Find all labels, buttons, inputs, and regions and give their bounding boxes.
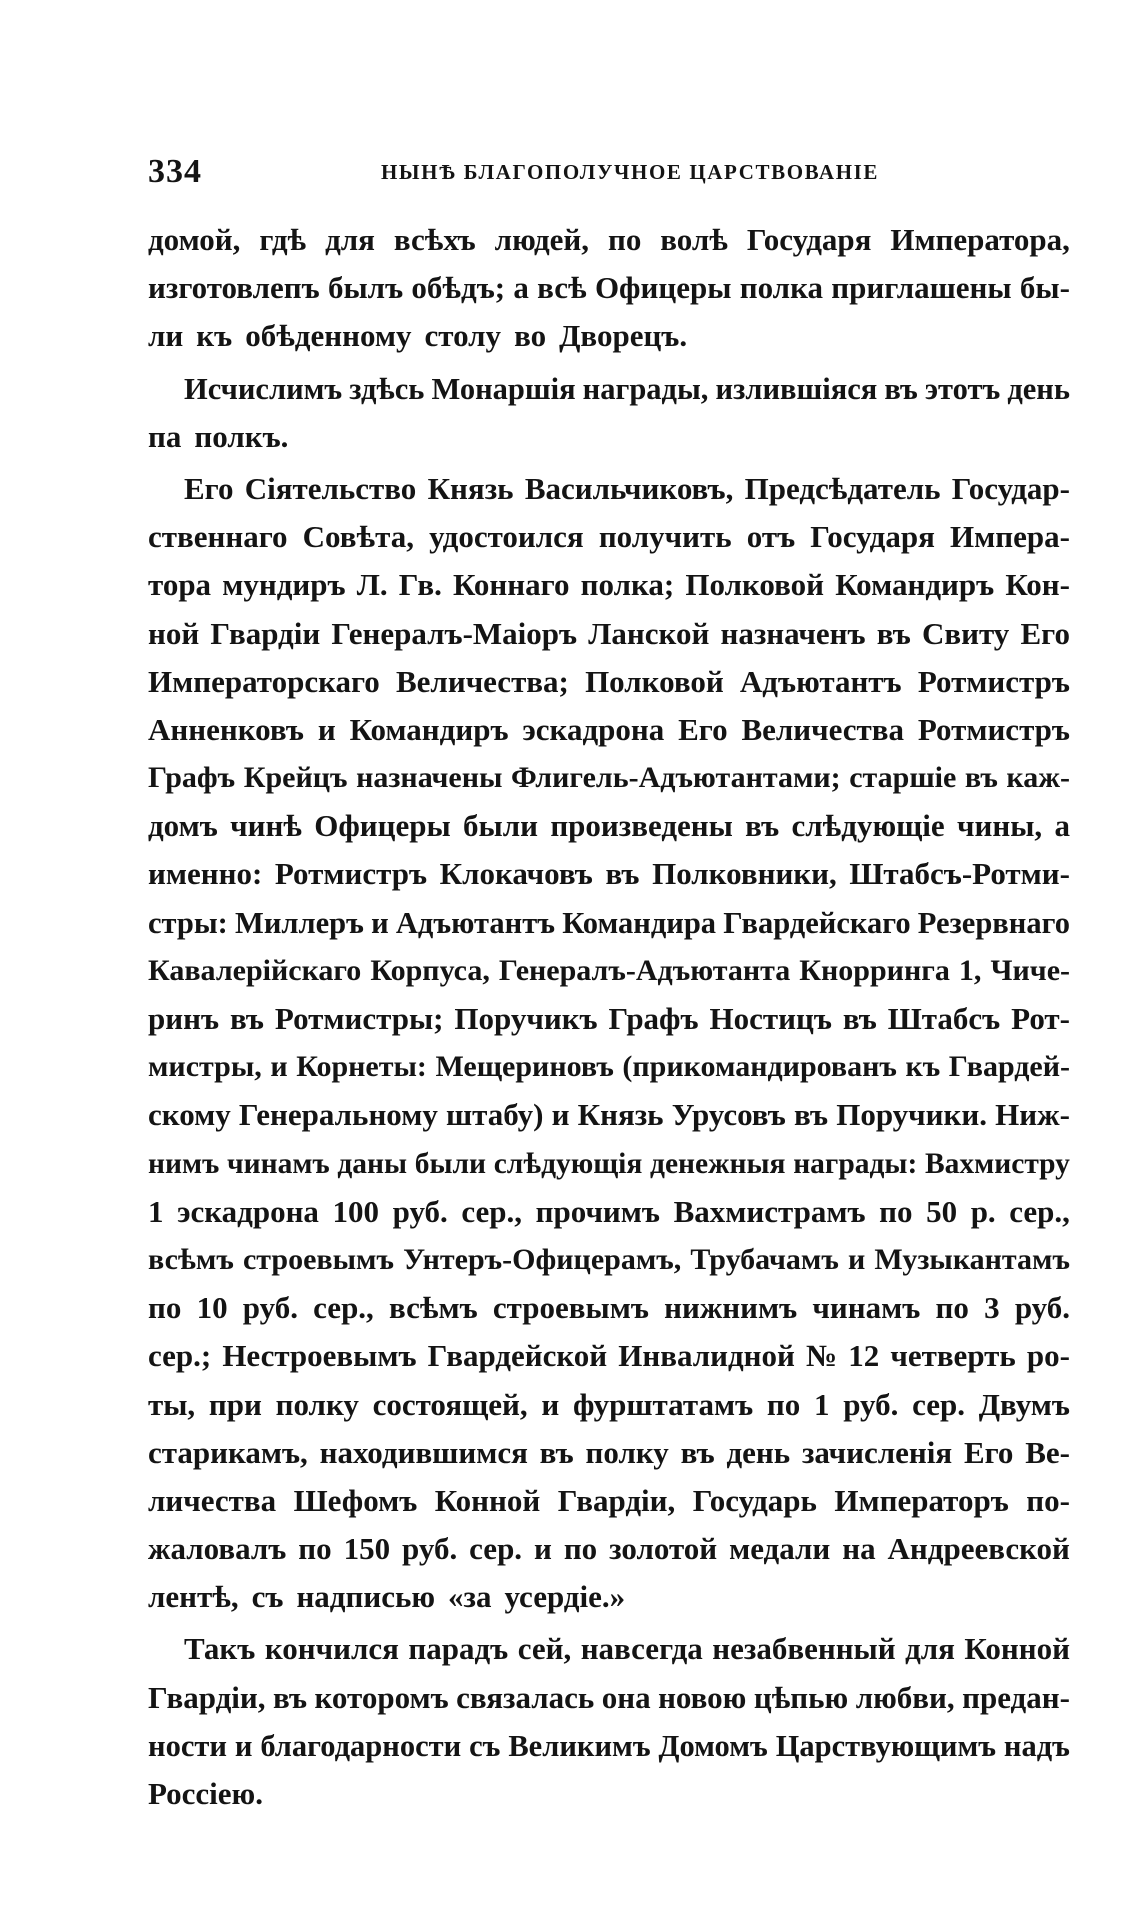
word: состоящей,: [372, 1386, 528, 1422]
word: Двумъ: [978, 1386, 1070, 1422]
word: Штабсъ-Ротми-: [849, 856, 1070, 892]
text-line-25: [148, 1381, 1070, 1429]
word: любви,: [855, 1679, 955, 1715]
word: Офицеры: [594, 270, 732, 306]
word: съ: [251, 1579, 284, 1615]
word: Трубачамъ: [690, 1242, 839, 1276]
word: въ: [794, 1097, 829, 1133]
word: полку: [585, 1434, 669, 1470]
word: Князь: [577, 1097, 664, 1133]
word: надъ: [1003, 1728, 1070, 1763]
word: Коннаго: [453, 567, 570, 603]
word: кончился: [264, 1631, 399, 1667]
word: чины,: [957, 808, 1043, 844]
word: 12: [848, 1338, 880, 1374]
word: цѣпью: [753, 1679, 849, 1715]
word: награды,: [582, 371, 709, 406]
word: къ: [905, 1050, 941, 1084]
word: Генеральному: [238, 1097, 438, 1133]
text-line-18: [148, 1043, 1070, 1091]
word: Гвардей-: [948, 1050, 1070, 1084]
word: по: [563, 1531, 598, 1567]
word: къ: [196, 318, 233, 354]
word: руб.: [402, 1531, 458, 1567]
word: Государя: [810, 519, 935, 555]
word: награды:: [793, 1147, 918, 1180]
word: медали: [729, 1531, 831, 1567]
text-line-32: [148, 1722, 1070, 1770]
text-line-5: [148, 413, 1070, 461]
word: 100: [332, 1193, 380, 1229]
word: Его: [678, 711, 728, 747]
word: 1: [813, 1386, 830, 1422]
word: Ротмистръ: [274, 856, 428, 892]
word: усердіе.»: [504, 1579, 626, 1615]
word: находившимся: [319, 1434, 528, 1470]
word: строевымъ: [492, 1290, 649, 1326]
word: въ: [745, 808, 780, 844]
word: Адъютантъ: [395, 905, 555, 940]
word: Конной: [434, 1482, 541, 1518]
word: и: [234, 1728, 253, 1763]
word: были: [414, 1147, 487, 1180]
word: домъ: [148, 808, 218, 844]
word: 50: [926, 1193, 958, 1229]
word: по: [879, 1193, 913, 1229]
word: этотъ: [924, 371, 1001, 406]
word: при: [208, 1386, 262, 1422]
word: 1: [148, 1193, 164, 1229]
text-line-13: [148, 802, 1070, 850]
text-line-28: [148, 1525, 1070, 1573]
text-line-9: [148, 610, 1070, 658]
word: назначены: [356, 761, 503, 795]
word: въ: [680, 1434, 715, 1470]
word: по: [935, 1290, 969, 1326]
text-line-8: [148, 561, 1070, 609]
word: Кон-: [1005, 567, 1070, 603]
word: отъ: [746, 519, 796, 555]
word: Генералъ-Адъютанта: [498, 953, 791, 987]
word: въ: [605, 856, 640, 892]
word: ринъ: [148, 1001, 220, 1036]
word: въ: [964, 761, 998, 795]
word: (прикомандированъ: [622, 1050, 897, 1084]
word: Инвалидной: [618, 1338, 795, 1374]
word: всѣмъ: [389, 1290, 478, 1326]
word: въ: [842, 1001, 877, 1036]
word: ро-: [1026, 1338, 1070, 1374]
word: во: [514, 318, 547, 354]
word: сер.: [469, 1531, 523, 1567]
word: даны: [337, 1147, 408, 1180]
text-line-21: [148, 1188, 1070, 1236]
word: изготовлепъ: [148, 270, 320, 306]
word: Вахмистру: [924, 1147, 1070, 1180]
word: надписью: [296, 1579, 436, 1615]
word: стры:: [148, 905, 228, 940]
word: эскадрона: [177, 1193, 319, 1229]
word: Андреевской: [887, 1531, 1070, 1567]
word: Его: [963, 1434, 1014, 1470]
word: 1,: [958, 953, 982, 987]
word: па: [148, 418, 182, 454]
word: и: [270, 1050, 288, 1084]
word: въ: [272, 1679, 308, 1715]
word: чинамъ: [812, 1290, 921, 1326]
word: былъ: [327, 270, 404, 306]
word: Шефомъ: [293, 1482, 418, 1518]
word: Унтеръ-Офицерамъ,: [403, 1242, 682, 1276]
word: ности: [148, 1728, 227, 1763]
word: а: [1054, 808, 1070, 844]
word: Гвардіи,: [148, 1679, 266, 1715]
word: Россіею.: [148, 1776, 263, 1811]
word: четверть: [890, 1338, 1016, 1374]
word: и: [551, 1097, 570, 1133]
word: строевымъ: [242, 1242, 394, 1276]
word: слѣдующія: [493, 1147, 643, 1180]
word: всѣ: [537, 270, 587, 306]
text-line-14: [148, 850, 1070, 898]
text-line-31: [148, 1674, 1070, 1722]
word: бы-: [1019, 270, 1070, 306]
word: Флигель-Адъютантами;: [510, 761, 841, 795]
word: мистры,: [148, 1050, 262, 1084]
word: Государь: [692, 1482, 817, 1518]
word: Музыкантамъ: [874, 1242, 1070, 1276]
word: Офицеры: [314, 808, 451, 844]
text-line-15: [148, 899, 1070, 947]
word: Полковники,: [652, 856, 837, 892]
word: Ротмистръ: [917, 711, 1070, 747]
word: обѣдъ;: [411, 270, 506, 306]
word: Гвардіи: [210, 615, 321, 651]
word: Исчислимъ: [184, 371, 343, 406]
word: столу: [424, 318, 502, 354]
word: Командиръ: [349, 711, 509, 747]
word: всѣмъ: [148, 1242, 234, 1276]
word: Гвардейскаго: [723, 905, 911, 940]
word: людей,: [494, 222, 590, 257]
word: Л.: [356, 567, 388, 603]
word: скому: [148, 1097, 231, 1133]
word: Великимъ: [508, 1728, 651, 1763]
word: зачисленія: [801, 1434, 953, 1470]
word: полка;: [580, 567, 675, 603]
text-line-12: [148, 754, 1070, 802]
word: ли: [148, 318, 184, 354]
word: получить: [598, 519, 732, 555]
word: жаловалъ: [148, 1531, 287, 1567]
word: Ностицъ: [709, 1001, 832, 1036]
word: Государ-: [951, 470, 1070, 506]
word: штабу): [446, 1097, 544, 1133]
word: лентѣ,: [148, 1579, 239, 1615]
word: Резервнаго: [917, 905, 1070, 940]
text-line-24: [148, 1332, 1070, 1380]
word: были: [463, 808, 538, 844]
text-line-23: [148, 1284, 1070, 1332]
text-line-11: [148, 706, 1070, 754]
word: 150: [343, 1531, 391, 1567]
word: всѣхъ: [393, 222, 476, 257]
word: золотой: [609, 1531, 718, 1567]
word: волѣ: [660, 222, 728, 257]
word: Генералъ-Маіоръ: [331, 615, 578, 651]
word: чинамъ: [226, 1147, 330, 1180]
word: она: [601, 1679, 651, 1715]
word: сер.,: [461, 1193, 523, 1229]
running-head: [148, 150, 1070, 194]
text-line-19: [148, 1091, 1070, 1139]
word: назначенъ: [720, 615, 866, 651]
word: Адъютантъ: [739, 663, 902, 699]
word: Мещериновъ: [435, 1050, 614, 1084]
word: старшіе: [849, 761, 957, 795]
text-line-22: [148, 1236, 1070, 1284]
word: Гв.: [398, 567, 442, 603]
word: приглашены: [831, 270, 1012, 306]
word: именно:: [148, 856, 263, 892]
word: Графъ: [148, 761, 236, 795]
word: Императоръ: [834, 1482, 1009, 1518]
word: Полковой: [685, 567, 825, 603]
word: Поручики.: [836, 1097, 987, 1133]
word: парадъ: [408, 1631, 509, 1667]
word: №: [806, 1338, 838, 1374]
word: тора: [148, 567, 212, 603]
text-line-3: [148, 312, 1070, 360]
word: полку: [275, 1386, 359, 1422]
word: здѣсь: [349, 371, 425, 406]
word: Корпуса,: [370, 953, 490, 987]
word: Его: [1020, 615, 1070, 651]
word: въ: [229, 1001, 264, 1036]
word: произведены: [550, 808, 733, 844]
text-line-17: [148, 995, 1070, 1043]
word: личества: [148, 1482, 277, 1518]
word: сер.;: [148, 1338, 212, 1374]
word: старикамъ,: [148, 1434, 308, 1470]
word: Ниж-: [995, 1097, 1070, 1133]
word: нижнимъ: [664, 1290, 798, 1326]
word: Крейцъ: [243, 761, 348, 795]
text-line-29: [148, 1573, 1070, 1621]
word: незабвенный: [712, 1631, 896, 1667]
word: Полковой: [585, 663, 724, 699]
word: Графъ: [608, 1001, 699, 1036]
running-title: НЫНѢ БЛАГОПОЛУЧНОЕ ЦАРСТВОВАНІЕ: [381, 160, 880, 184]
word: Ротмистры;: [274, 1001, 444, 1036]
word: Импера-: [950, 519, 1070, 555]
word: Царствующимъ: [775, 1728, 997, 1763]
word: Кнорринга: [799, 953, 950, 987]
word: Поручикъ: [454, 1001, 598, 1036]
word: руб.: [1014, 1290, 1070, 1326]
word: Анненковъ: [148, 711, 304, 747]
word: и: [371, 905, 389, 940]
word: день: [726, 1434, 791, 1470]
word: предан-: [962, 1679, 1070, 1715]
word: новою: [658, 1679, 747, 1715]
text-line-16: [148, 947, 1070, 995]
word: Чиче-: [990, 953, 1070, 987]
word: Князь: [427, 470, 514, 506]
text-line-27: [148, 1477, 1070, 1525]
word: руб.: [392, 1193, 448, 1229]
word: 3: [984, 1290, 1000, 1326]
word: и: [317, 711, 336, 747]
word: навсегда: [580, 1631, 703, 1667]
word: для: [325, 222, 375, 257]
word: и: [534, 1531, 552, 1567]
text-line-26: [148, 1429, 1070, 1477]
word: Сіятельство: [244, 470, 417, 506]
word: Величества: [741, 711, 904, 747]
word: Командиръ: [835, 567, 995, 603]
word: Императорскаго: [148, 663, 380, 699]
text-line-6: [148, 465, 1070, 513]
word: руб.: [242, 1290, 298, 1326]
word: съ: [469, 1728, 501, 1763]
word: по: [766, 1386, 801, 1422]
word: чинѣ: [230, 808, 302, 844]
word: и: [847, 1242, 866, 1276]
word: сер.: [912, 1386, 965, 1422]
page-number: 334: [148, 153, 202, 190]
word: сер.,: [1009, 1193, 1070, 1229]
word: а: [513, 270, 529, 306]
body-text: [148, 216, 1070, 1818]
text-line-4: [148, 365, 1070, 413]
word: Гвардейской: [427, 1338, 608, 1374]
word: Нестроевымъ: [222, 1338, 417, 1374]
word: въ: [876, 615, 911, 651]
word: обѣденному: [245, 318, 412, 354]
word: каж-: [1006, 761, 1070, 795]
word: Ве-: [1025, 1434, 1070, 1470]
word: ной: [148, 615, 200, 651]
word: Государя: [746, 222, 872, 257]
text-line-33: [148, 1770, 1070, 1818]
word: полкъ.: [194, 418, 289, 454]
word: въ: [884, 371, 918, 406]
word: связалась: [456, 1679, 595, 1715]
word: Гвардіи,: [557, 1482, 676, 1518]
word: день: [1007, 371, 1070, 406]
word: денежныя: [650, 1147, 786, 1180]
word: полка: [739, 270, 823, 306]
word: Кавалерійскаго: [148, 953, 362, 987]
word: ты,: [148, 1386, 196, 1422]
text-line-30: [148, 1625, 1070, 1673]
word: Такъ: [184, 1631, 256, 1667]
word: Миллеръ: [235, 905, 364, 940]
text-line-1: [148, 216, 1070, 264]
word: Дворецъ.: [559, 318, 688, 354]
word: слѣдующіе: [791, 808, 945, 844]
word: гдѣ: [259, 222, 307, 257]
text-line-20: [148, 1140, 1070, 1188]
word: Ланской: [588, 615, 710, 651]
word: по: [298, 1531, 332, 1567]
word: эскадрона: [522, 711, 665, 747]
word: Урусовъ: [671, 1097, 786, 1133]
word: для: [905, 1631, 955, 1667]
word: 10: [196, 1290, 228, 1326]
word: ственнаго: [148, 519, 288, 555]
word: Клокачовъ: [439, 856, 593, 892]
word: сей,: [517, 1631, 572, 1667]
word: фурштатамъ: [572, 1386, 754, 1422]
word: излившіяся: [715, 371, 878, 406]
word: Командира: [562, 905, 717, 940]
word: по-: [1026, 1482, 1070, 1518]
word: которомъ: [314, 1679, 449, 1715]
word: домой,: [148, 222, 241, 257]
word: руб.: [843, 1386, 899, 1422]
word: Монаршія: [431, 371, 576, 406]
word: Корнеты:: [296, 1050, 427, 1084]
word: Величества;: [396, 663, 569, 699]
word: нимъ: [148, 1147, 220, 1180]
word: Штабсъ: [887, 1001, 1001, 1036]
word: Васильчиковъ,: [524, 470, 734, 506]
word: удостоился: [429, 519, 584, 555]
text-line-10: [148, 658, 1070, 706]
word: Императора,: [890, 222, 1070, 257]
word: благодарности: [260, 1728, 462, 1763]
word: въ: [539, 1434, 574, 1470]
word: мундиръ: [222, 567, 346, 603]
word: прочимъ: [535, 1193, 660, 1229]
word: Рот-: [1011, 1001, 1070, 1036]
word: Домомъ: [658, 1728, 768, 1763]
word: Свиту: [922, 615, 1010, 651]
word: «за: [448, 1579, 492, 1615]
word: и: [541, 1386, 560, 1422]
word: по: [607, 222, 642, 257]
word: Вахмистрамъ: [673, 1193, 866, 1229]
word: Ротмистръ: [917, 663, 1070, 699]
word: р.: [970, 1193, 996, 1229]
word: на: [842, 1531, 876, 1567]
word: сер.,: [313, 1290, 374, 1326]
word: Совѣта,: [302, 519, 414, 555]
text-line-7: [148, 513, 1070, 561]
word: по: [148, 1290, 182, 1326]
word: Конной: [964, 1631, 1070, 1667]
text-line-2: [148, 264, 1070, 312]
word: Предсѣдатель: [744, 470, 941, 506]
word: Его: [184, 470, 234, 506]
